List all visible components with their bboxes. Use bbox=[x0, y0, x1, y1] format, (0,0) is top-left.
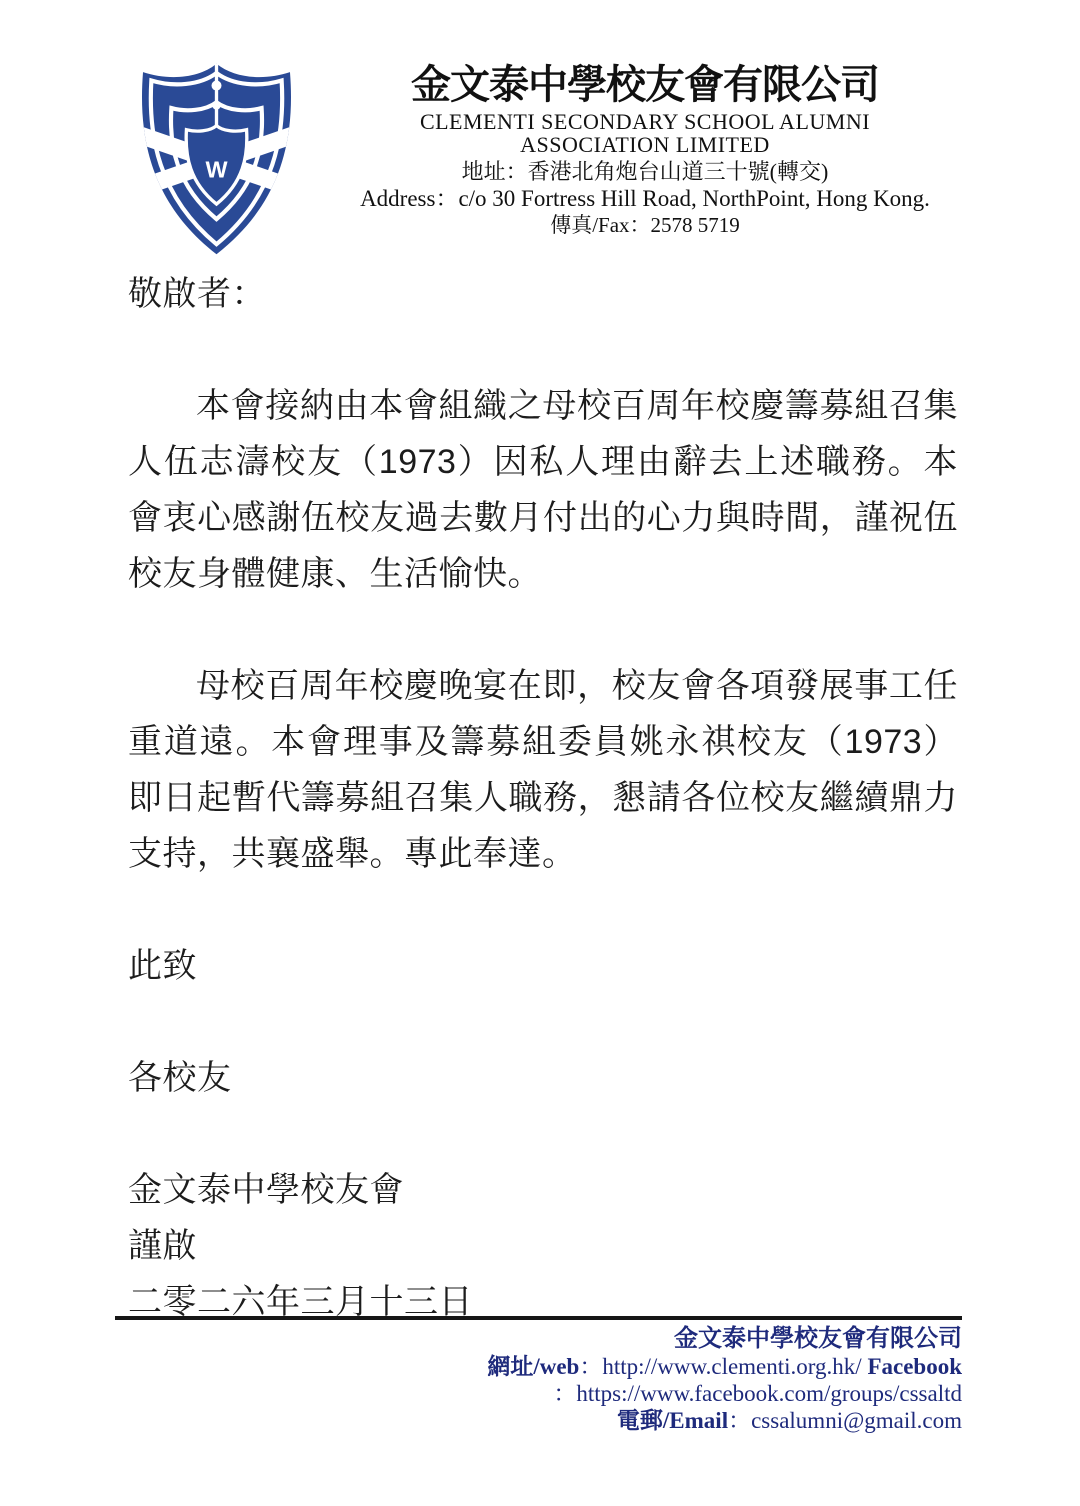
closing-recipient: 各校友 bbox=[128, 1059, 232, 1097]
footer-org-name: 金文泰中學校友會有限公司 bbox=[674, 1326, 962, 1352]
address-zh: 地址：香港北角炮台山道三十號(轉交) bbox=[461, 159, 829, 184]
footer-web-line bbox=[115, 1353, 962, 1380]
org-name-en-line1: CLEMENTI SECONDARY SCHOOL ALUMNI bbox=[419, 109, 871, 134]
footer-divider bbox=[115, 1316, 962, 1320]
footer-email-line bbox=[115, 1407, 962, 1434]
web-url[interactable]: http://www.clementi.org.hk/ bbox=[602, 1354, 862, 1379]
fax-line: 傳真/Fax：2578 5719 bbox=[550, 213, 740, 237]
address-en: Address：c/o 30 Fortress Hill Road, NorthPoint, Hong Kong. bbox=[360, 186, 930, 211]
closing-cizhi: 此致 bbox=[128, 947, 197, 985]
web-colon: ： bbox=[579, 1354, 603, 1379]
paragraph-1: 本會接納由本會組織之母校百周年校慶籌募組召集人伍志濤校友（1973）因私人理由辭去上述職務。本會衷心感謝伍校友過去數月付出的心力與時間，謹祝伍校友身體健康、生活愉快。 bbox=[128, 387, 958, 593]
closing-date: 二零二六年三月十三日 bbox=[128, 1283, 473, 1321]
org-name-zh: 金文泰中學校友會有限公司 bbox=[411, 62, 879, 107]
facebook-colon: ： bbox=[553, 1381, 577, 1406]
facebook-label: Facebook bbox=[867, 1354, 962, 1379]
org-name-en-line2: ASSOCIATION LIMITED bbox=[520, 132, 770, 157]
closing-signer: 金文泰中學校友會 bbox=[128, 1171, 404, 1209]
paragraph-2: 母校百周年校慶晚宴在即，校友會各項發展事工任重道遠。本會理事及籌募組委員姚永祺校友（1973）即日起暫代籌募組召集人職務，懇請各位校友繼續鼎力支持，共襄盛舉。專此奉達。 bbox=[128, 667, 958, 873]
salutation: 敬啟者： bbox=[128, 275, 266, 313]
letter-body bbox=[128, 266, 958, 1330]
web-label: 網址/web bbox=[487, 1354, 580, 1379]
facebook-url[interactable]: https://www.facebook.com/groups/cssaltd bbox=[576, 1381, 962, 1406]
closing-respectfully: 謹啟 bbox=[128, 1227, 197, 1265]
email-address[interactable]: cssalumni@gmail.com bbox=[751, 1408, 962, 1433]
email-colon: ： bbox=[728, 1408, 752, 1433]
crest-letter: W bbox=[205, 156, 228, 183]
letterhead bbox=[240, 60, 1050, 238]
footer bbox=[115, 1316, 962, 1434]
email-label: 電郵/Email bbox=[616, 1408, 729, 1433]
footer-facebook-line bbox=[115, 1380, 962, 1407]
